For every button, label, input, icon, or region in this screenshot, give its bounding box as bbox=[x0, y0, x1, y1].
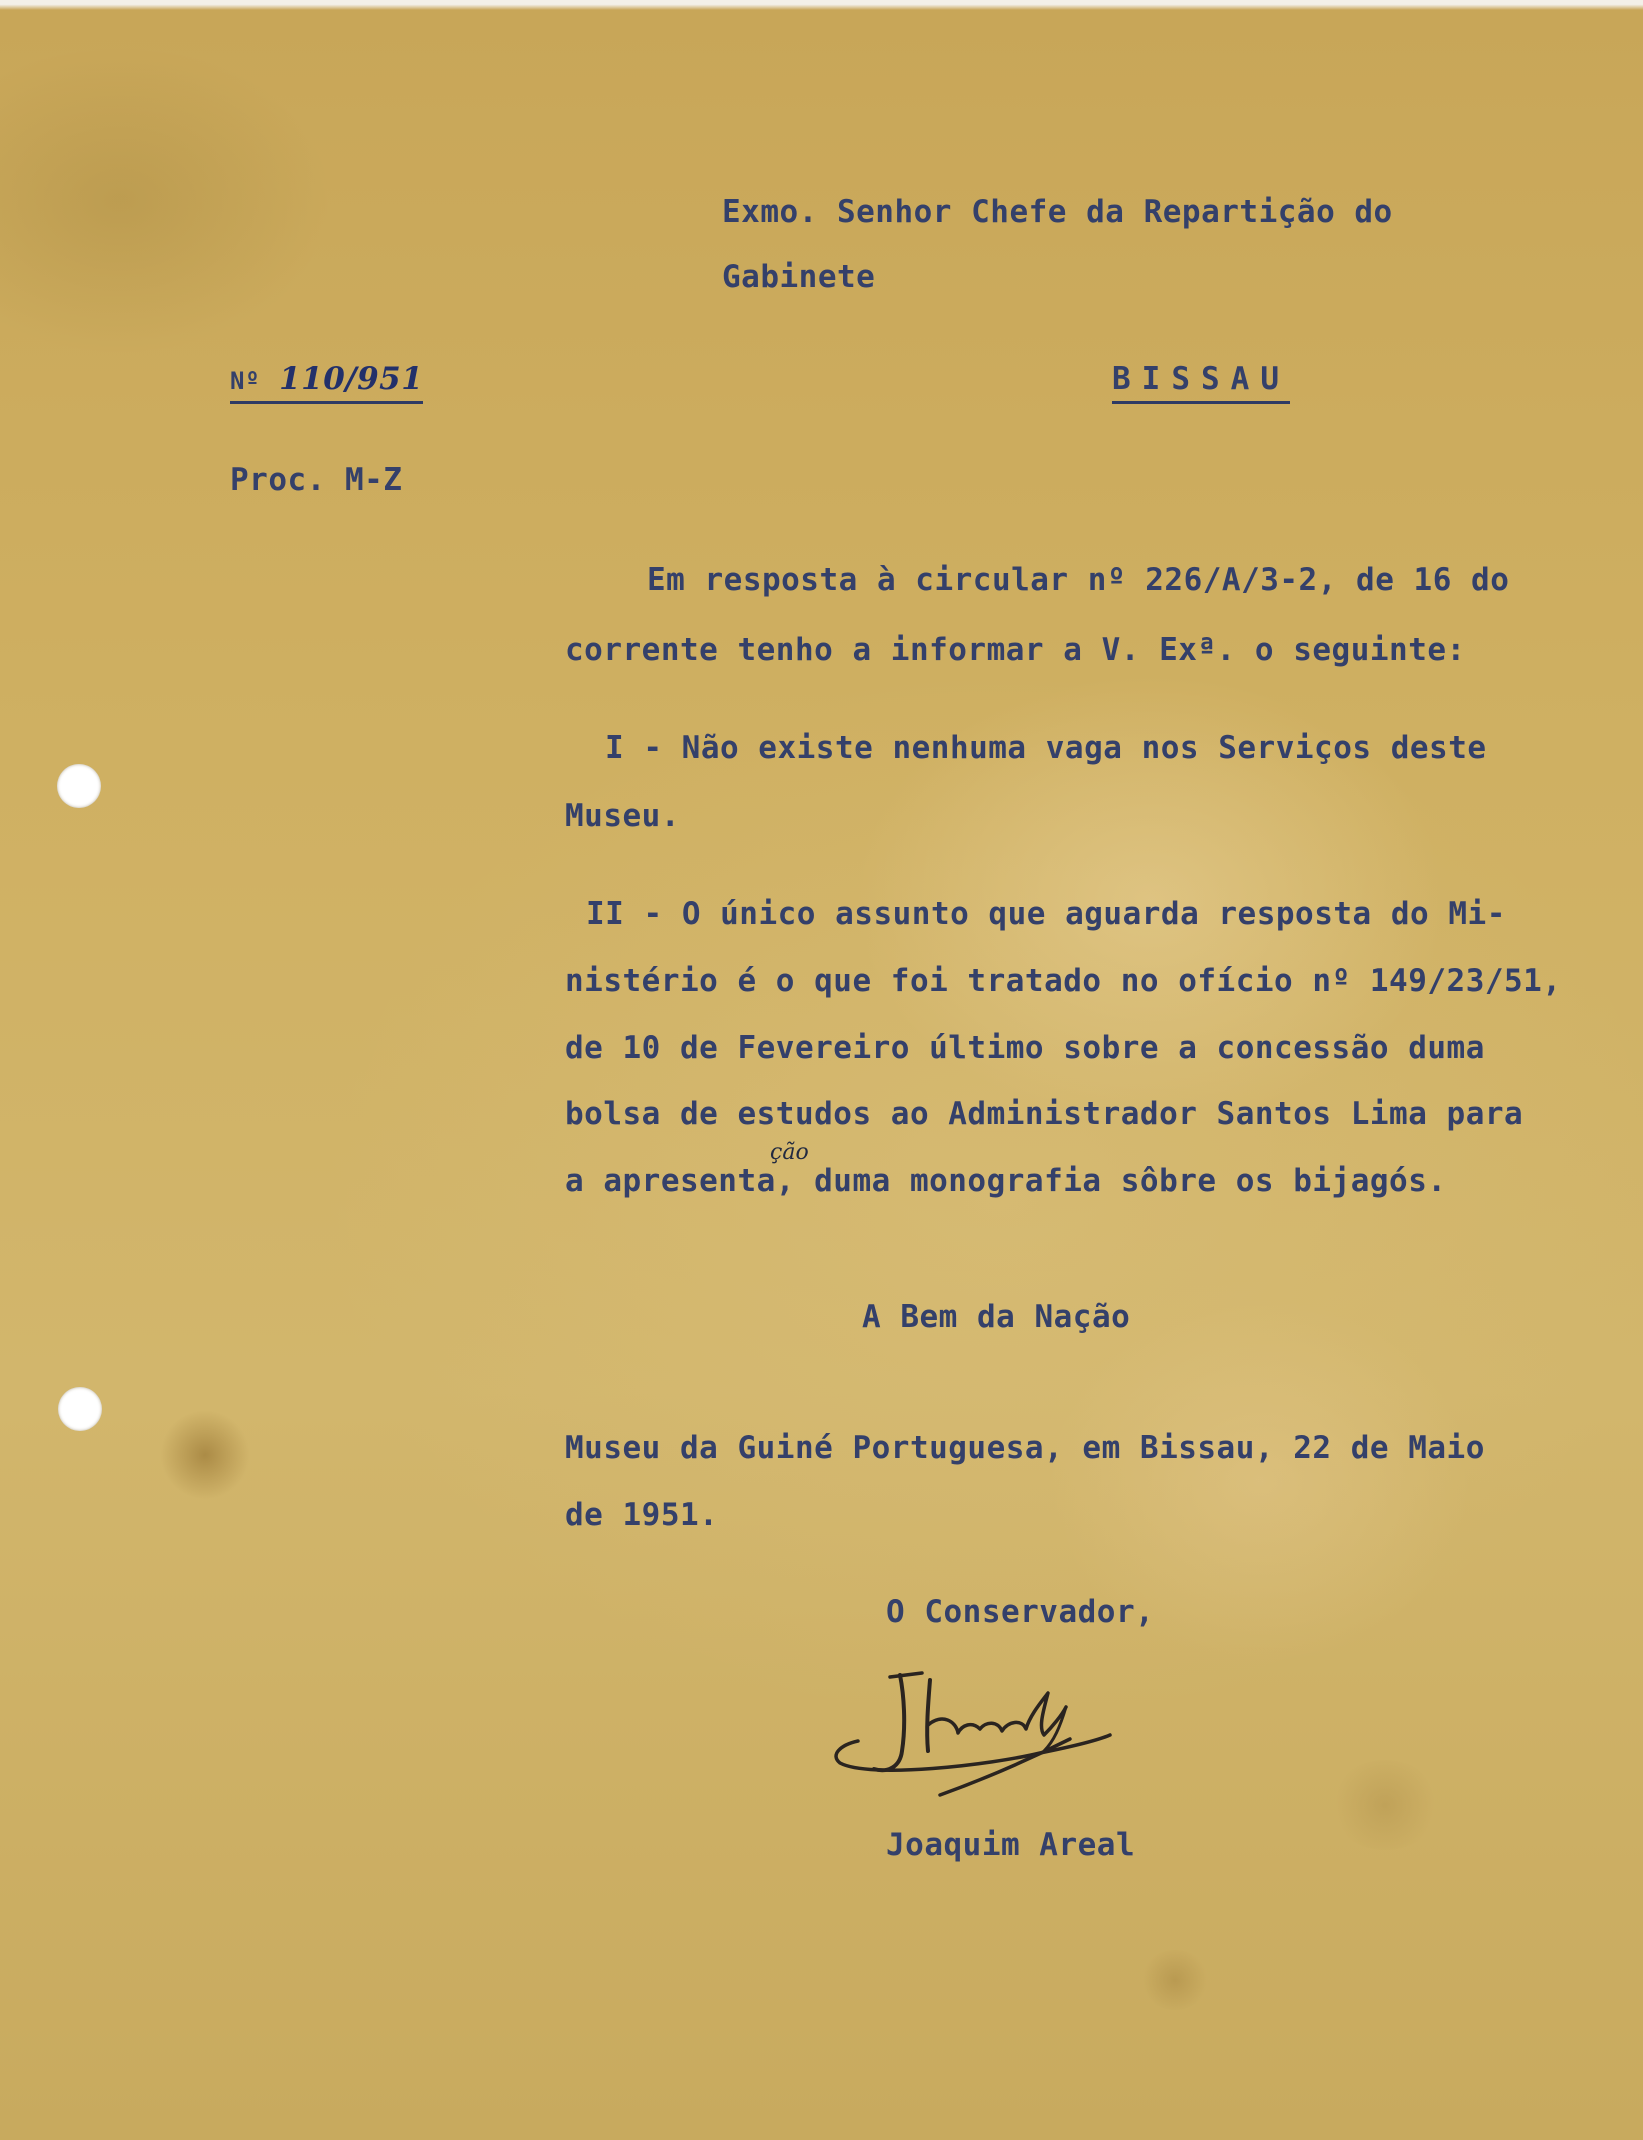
destination: BISSAU bbox=[1112, 364, 1290, 404]
punch-hole-top bbox=[57, 764, 101, 808]
place-date-line-1: Museu da Guiné Portuguesa, em Bissau, 22 de Maio bbox=[565, 1430, 1485, 1466]
paper-top-edge bbox=[0, 0, 1643, 10]
reference-value: 110/951 bbox=[279, 361, 424, 397]
point-two-line-5: a apresenta, duma monografia sôbre os bijagós. bbox=[565, 1163, 1447, 1199]
paper-stain bbox=[1140, 1950, 1210, 2010]
intro-line-1: Em resposta à circular nº 226/A/3-2, de 16 do bbox=[647, 562, 1510, 598]
point-two-line-4: bolsa de estudos ao Administrador Santos Lima para bbox=[565, 1096, 1524, 1132]
point-one-line-2: Museu. bbox=[565, 798, 680, 834]
signatory-name: Joaquim Areal bbox=[886, 1827, 1136, 1863]
signature bbox=[830, 1655, 1150, 1805]
reference-number bbox=[230, 361, 424, 404]
signatory-title: O Conservador, bbox=[886, 1594, 1155, 1630]
point-two-line-1: II - O único assunto que aguarda resposta do Mi- bbox=[586, 896, 1506, 932]
addressee-line-2: Gabinete bbox=[722, 259, 876, 295]
closing-salutation: A Bem da Nação bbox=[862, 1299, 1131, 1335]
punch-hole-bottom bbox=[58, 1387, 102, 1431]
point-two-line-3: de 10 de Fevereiro último sobre a concessão duma bbox=[565, 1030, 1485, 1066]
paper-stain bbox=[160, 1410, 250, 1500]
point-one-line-1: I - Não existe nenhuma vaga nos Serviços deste bbox=[605, 730, 1487, 766]
intro-line-2: corrente tenho a informar a V. Exª. o seguinte: bbox=[565, 632, 1466, 668]
addressee-line-1: Exmo. Senhor Chefe da Repartição do bbox=[722, 194, 1393, 230]
handwritten-insertion: ção bbox=[770, 1140, 809, 1165]
point-two-line-2: nistério é o que foi tratado no ofício nº 149/23/51, bbox=[565, 963, 1562, 999]
process-reference: Proc. M-Z bbox=[230, 462, 403, 498]
reference-prefix: Nº bbox=[230, 367, 260, 395]
place-date-line-2: de 1951. bbox=[565, 1497, 719, 1533]
paper-stain bbox=[1330, 1760, 1440, 1850]
